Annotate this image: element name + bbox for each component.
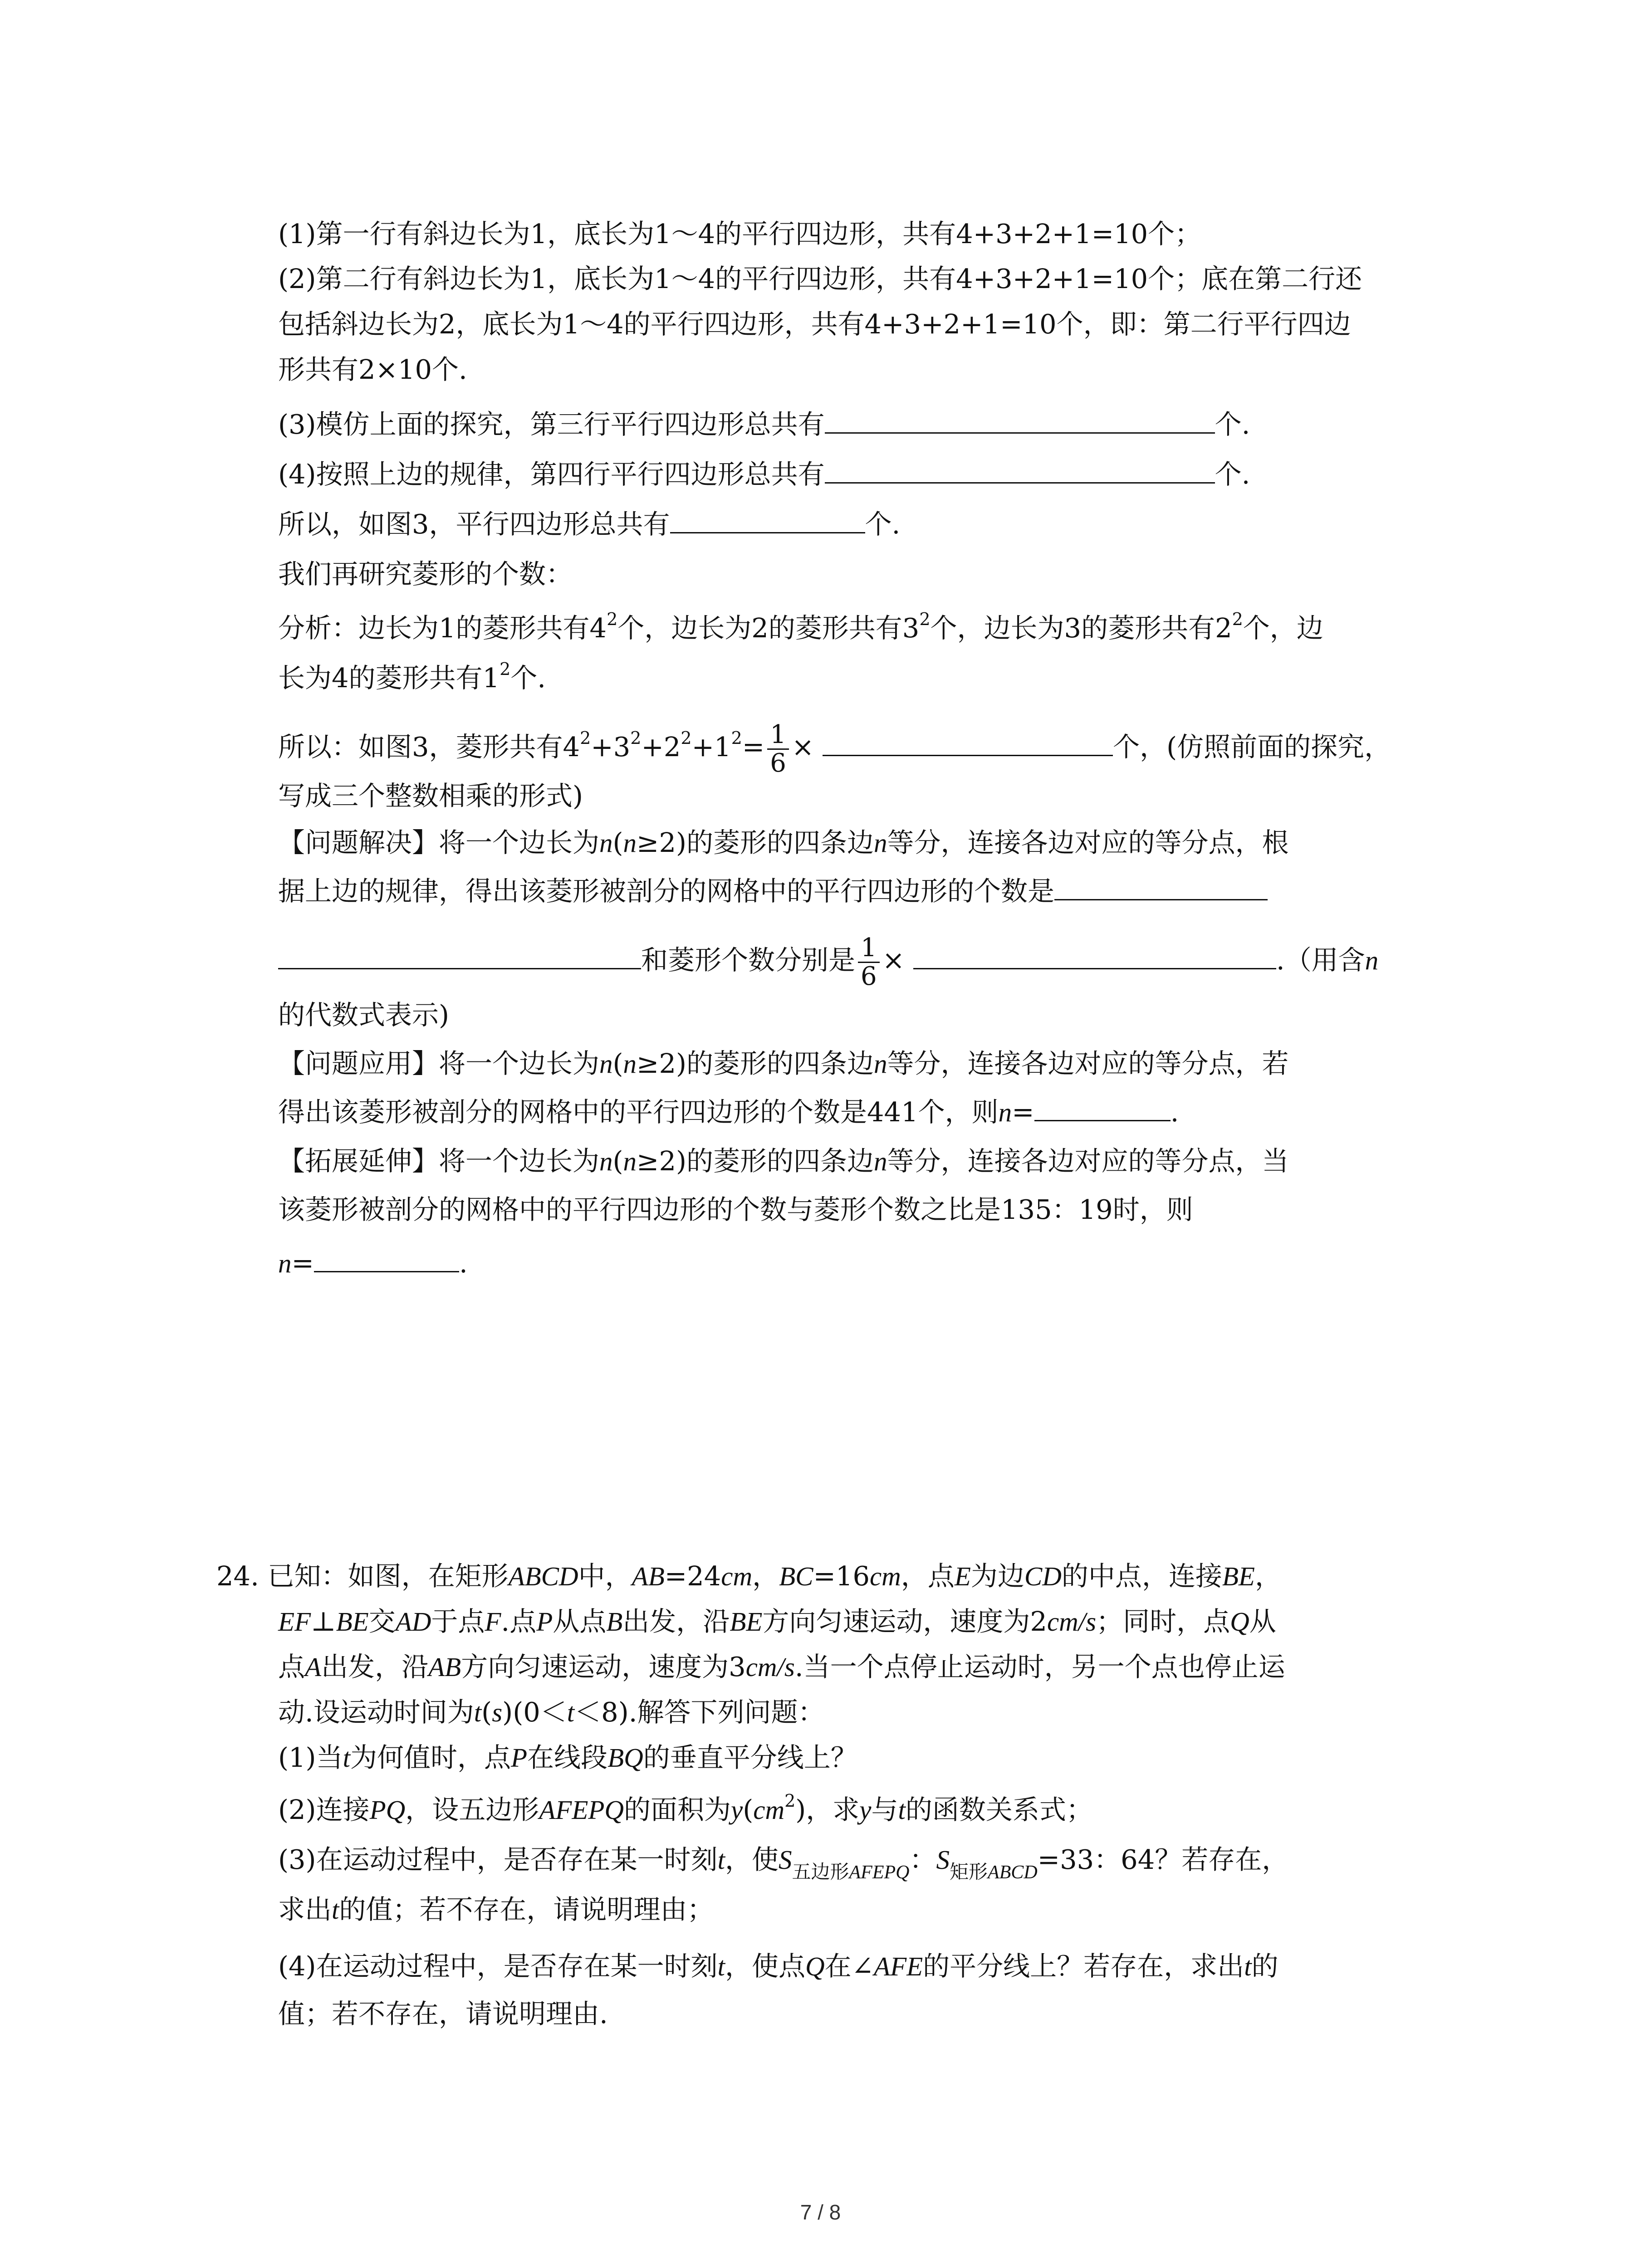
answer-blank-third-row[interactable] xyxy=(825,409,1215,434)
text-line-5: (3)模仿上面的探究，第三行平行四边形总共有 个. xyxy=(278,409,1250,440)
q24-line-7: (3)在运动过程中，是否存在某一时刻t，使$S_{五边形AFEPQ}$：$S_{矩形ABCD}=33$：64？若存在， xyxy=(278,1844,1289,1883)
q24-line-4: 动.设运动时间为t(s)(0＜t＜8).解答下列问题： xyxy=(278,1696,825,1728)
q24-line-1: 24. 已知：如图，在矩形ABCD中，AB=24cm，BC=16cm，点E为边CD的中点，连接BE， xyxy=(216,1560,1282,1592)
answer-blank-rhombus-count[interactable] xyxy=(913,944,1276,969)
text-line-4: 形共有2×10个. xyxy=(278,354,467,385)
q24-line-2: EF⊥BE交AD于点F.点P从点B出发，沿BE方向匀速运动，速度为2cm/s；同时，点Q从 xyxy=(278,1606,1276,1637)
answer-blank-parallelogram-count[interactable] xyxy=(1054,875,1268,900)
page-number: 7 / 8 xyxy=(800,2200,841,2224)
text-line-6: (4)按照上边的规律，第四行平行四边形总共有 个. xyxy=(278,459,1250,490)
text-line-11: 所以：如图3，菱形共有$4^2+3^2+2^2+1^2=$ $\frac{1}{6}$ × 个，(仿照前面的探究， xyxy=(278,720,1391,778)
q24-line-9: (4)在运动过程中，是否存在某一时刻t，使点Q在∠AFE的平分线上？若存在，求出t的 xyxy=(278,1950,1279,1982)
q24-line-5: (1)当t为何值时，点P在线段BQ的垂直平分线上？ xyxy=(278,1742,857,1773)
text-line-19: 【拓展延伸】将一个边长为n(n≥2)的菱形的四条边n等分，连接各边对应的等分点，当 xyxy=(278,1145,1289,1177)
text-line-9: 分析：边长为1的菱形共有$4^2$个，边长为2的菱形共有$3^2$个，边长为3的菱形共有$2^2$个，边 xyxy=(278,609,1323,644)
answer-blank-rhombus-product[interactable] xyxy=(823,731,1113,756)
fraction-one-sixth-2: $\frac{1}{6}$ xyxy=(858,934,880,990)
text-line-21: n= . xyxy=(278,1247,468,1279)
text-line-7: 所以，如图3，平行四边形总共有 个. xyxy=(278,508,901,540)
q24-line-6: (2)连接PQ，设五边形AFEPQ的面积为$y(cm^2)$，求y与t的函数关系式； xyxy=(278,1791,1093,1825)
text-line-10: 长为4的菱形共有$1^2$个. xyxy=(278,659,546,694)
text-line-3: 包括斜边长为2，底长为1～4的平行四边形，共有4+3+2+1=10个，即：第二行平行四边 xyxy=(278,308,1351,340)
fraction-one-sixth: $\frac{1}{6}$ xyxy=(767,721,789,777)
text-line-12: 写成三个整数相乘的形式) xyxy=(278,780,583,811)
text-line-13: 【问题解决】将一个边长为n(n≥2)的菱形的四条边n等分，连接各边对应的等分点，根 xyxy=(278,827,1289,858)
answer-blank-parallelogram-count-cont[interactable] xyxy=(278,944,641,969)
q24-line-10: 值；若不存在，请说明理由. xyxy=(278,1998,608,2029)
q24-line-3: 点A出发，沿AB方向匀速运动，速度为3cm/s.当一个点停止运动时，另一个点也停止运 xyxy=(278,1651,1285,1682)
q24-line-8: 求出t的值；若不存在，请说明理由； xyxy=(278,1894,714,1925)
text-line-8: 我们再研究菱形的个数： xyxy=(278,558,573,590)
answer-blank-n-extension[interactable] xyxy=(314,1247,459,1272)
text-line-18: 得出该菱形被剖分的网格中的平行四边形的个数是441个，则n= . xyxy=(278,1096,1179,1128)
text-line-16: 的代数式表示) xyxy=(278,999,450,1031)
text-line-14: 据上边的规律，得出该菱形被剖分的网格中的平行四边形的个数是 xyxy=(278,873,1268,909)
text-line-1: (1)第一行有斜边长为1，底长为1～4的平行四边形，共有4+3+2+1=10个； xyxy=(278,218,1202,249)
text-line-17: 【问题应用】将一个边长为n(n≥2)的菱形的四条边n等分，连接各边对应的等分点，若 xyxy=(278,1048,1289,1079)
text-line-2: (2)第二行有斜边长为1，底长为1～4的平行四边形，共有4+3+2+1=10个；底在第二行还 xyxy=(278,263,1362,294)
answer-blank-fourth-row[interactable] xyxy=(825,459,1215,484)
text-line-20: 该菱形被剖分的网格中的平行四边形的个数与菱形个数之比是135：19时，则 xyxy=(278,1194,1193,1225)
text-line-15: 和菱形个数分别是 $\frac{1}{6}$ × .（用含n xyxy=(278,934,1378,990)
answer-blank-total-parallelograms[interactable] xyxy=(670,508,865,533)
answer-blank-n-application[interactable] xyxy=(1034,1096,1171,1121)
